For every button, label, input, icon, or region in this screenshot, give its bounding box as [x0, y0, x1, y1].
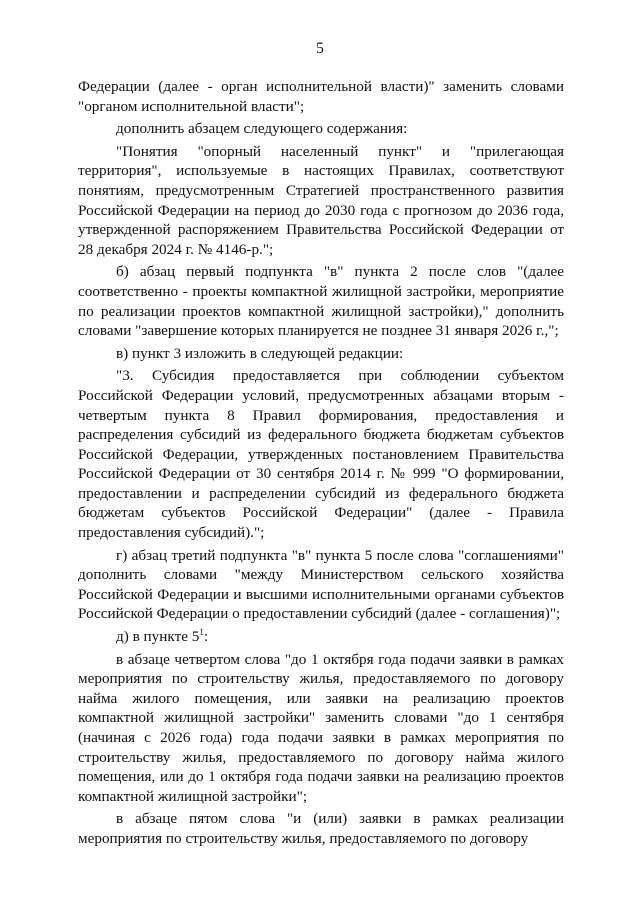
item-d-suffix: : — [203, 628, 209, 646]
paragraph-item-d — [78, 627, 564, 647]
paragraph: "Понятия "опорный населенный пункт" и "прилегающая территория", используемые в настоящих Правилах, соответствуют понятиям, предусмотренным Стратегией пространственного развития Российской Федерации на период до 2030 года с прогнозом до 2036 года, утвержденной распоряжением Правительства Российской Федерации от 28 декабря 2024 г. № 4146-р."; — [78, 142, 564, 258]
paragraph: "3. Субсидия предоставляется при соблюдении субъектом Российской Федерации условий, предусмотренных абзацами вторым - четвертым пункта 8 Правил формирования, предоставления и распределения субсидий из федерального бюджета бюджетам субъектов Российской Федерации, утвержденных постановлением Правительства Российской Федерации от 30 сентября 2014 г. № 999 "О формировании, предоставлении и распределении субсидий из федерального бюджета бюджетам субъектов Российской Федерации" (далее - Правила предоставления субсидий)."; — [78, 367, 564, 542]
paragraph: г) абзац третий подпункта "в" пункта 5 после слова "соглашениями" дополнить словами "между Министерством сельского хозяйства Российской Федерации и высшими исполнительными органами субъектов Российской Федерации о предоставлении субсидий (далее - соглашения)"; — [78, 546, 564, 623]
page-number: 5 — [316, 40, 324, 57]
paragraph: в) пункт 3 изложить в следующей редакции: — [116, 344, 404, 362]
item-d-text: д) в пункте 5 — [116, 628, 200, 646]
paragraph: Федерации (далее - орган исполнительной власти)" заменить словами "органом исполнительной власти"; — [78, 78, 564, 115]
document-body — [78, 77, 564, 852]
item-d-superscript: 1 — [199, 627, 204, 638]
paragraph: б) абзац первый подпункта "в" пункта 2 после слов "(далее соответственно - проекты компактной жилищной застройки, мероприятие по реализации проектов компактной жилищной застройки)," дополнить словами "завершение которых планируется не позднее 31 января 2026 г.,"; — [78, 263, 564, 340]
paragraph: дополнить абзацем следующего содержания: — [116, 120, 408, 138]
paragraph: в абзаце четвертом слова "до 1 октября года подачи заявки в рамках мероприятия по строительству жилья, предоставляемого по договору найма жилого помещения, или заявки на реализацию проектов компактной жилищной застройки" заменить словами "до 1 сентября (начиная с 2026 года) года подачи заявки в рамках мероприятия по строительству жилья, предоставляемого по договору найма жилого помещения, или до 1 октября года подачи заявки на реализацию проектов компактной жилищной застройки"; — [78, 650, 564, 805]
paragraph: в абзаце пятом слова "и (или) заявки в рамках реализации мероприятия по строительству жилья, предоставляемого по договору — [78, 810, 564, 847]
